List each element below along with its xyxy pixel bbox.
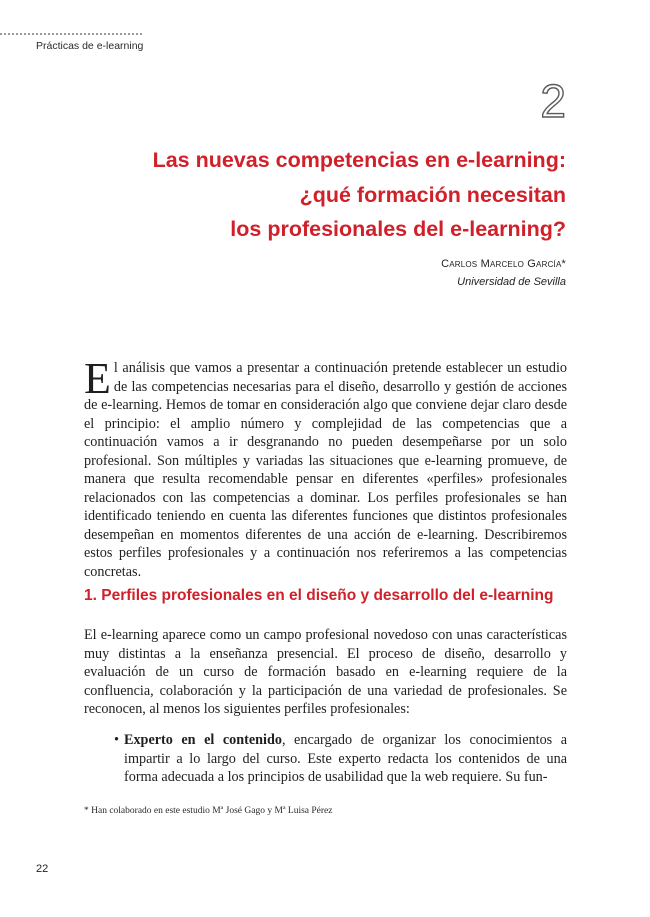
profile-list	[114, 731, 567, 787]
chapter-title-line: ¿qué formación necesitan	[299, 182, 566, 207]
list-item	[114, 731, 567, 787]
chapter-title-line: Las nuevas competencias en e-learning:	[152, 148, 566, 172]
bullet-term: Experto en el contenido	[124, 732, 282, 748]
header-dotted-rule	[0, 33, 142, 37]
running-head: Prácticas de e-learning	[36, 40, 144, 52]
intro-text: l análisis que vamos a presentar a continuación pretende establecer un estudio de las competencias necesarias para el diseño, desarrollo y gestión de acciones de e-learning. Hemos de tomar en consideración algo que conviene dejar claro desde el principio: el amplio número y complejidad de las competencias que a continuación vamos a ir desgranando no pueden desempeñarse por un solo profesional. Son múltiples y variadas las situaciones que e-learning promueve, de manera que resulta recomendable pensar en diferentes «perfiles» profesionales relacionados con las competencias a dominar. Los perfiles profesionales se han identificado teniendo en cuenta las diferentes funciones que distintos profesionales desempeñan en momentos diferentes de una acción de e-learning. Describiremos estos perfiles profesionales y a continuación nos referiremos a las competencias concretas.	[84, 360, 567, 580]
bullet-icon: •	[114, 732, 119, 748]
author-affiliation: Universidad de Sevilla	[457, 276, 566, 288]
footnote: * Han colaborado en este estudio Mª José Gago y Mª Luisa Pérez	[84, 806, 333, 816]
bullet-text: , encargado de organizar los conocimientos a impartir a lo largo del curso. Este experto redacta los contenidos de una forma adecuada a los principios de usabilidad que la web requiere. Su fun-	[124, 732, 568, 785]
chapter-title-line: los profesionales del e-learning?	[230, 217, 566, 241]
author-name: Carlos Marcelo García*	[441, 258, 566, 270]
chapter-title	[66, 143, 566, 247]
drop-cap: E	[84, 354, 111, 403]
page-number: 22	[36, 863, 49, 875]
intro-paragraph	[84, 354, 567, 581]
chapter-number: 2	[540, 75, 566, 127]
section-heading: 1. Perfiles profesionales en el diseño y desarrollo del e-learning	[84, 587, 554, 604]
section-paragraph: El e-learning aparece como un campo profesional novedoso con unas características muy distintas a la enseñanza presencial. El proceso de diseño, desarrollo y evaluación de un curso de formación basado en e-learning requiere de la confluencia, colaboración y la participación de una variedad de profesionales. Se reconocen, al menos los siguientes perfiles profesionales:	[84, 627, 567, 717]
